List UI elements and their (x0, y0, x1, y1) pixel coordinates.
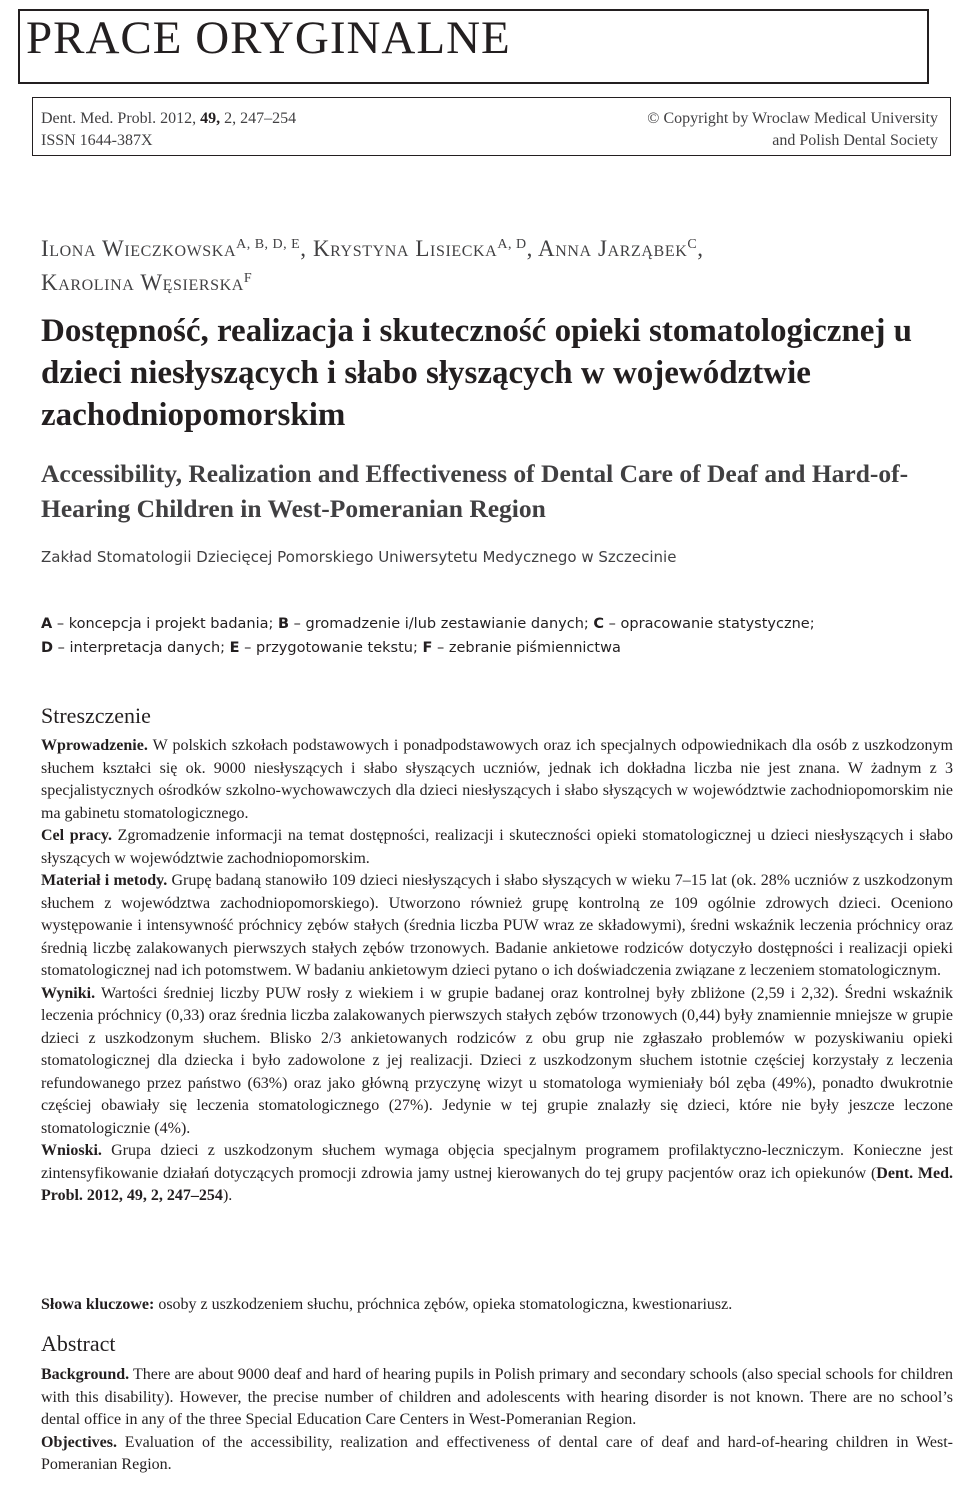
copyright-line-2: and Polish Dental Society (772, 132, 938, 149)
author-affiliation: A, B, D, E (236, 237, 301, 252)
contribution-item: F – zebranie piśmiennictwa (422, 640, 621, 656)
copyright-notice (647, 108, 938, 152)
contribution-key: A (41, 616, 53, 632)
abstract-paragraph (41, 1364, 953, 1432)
author-separator: , (300, 236, 313, 261)
abstract-paragraph (41, 1140, 953, 1208)
contribution-text: interpretacja danych; (69, 640, 226, 656)
author-name: Krystyna Lisiecka (312, 236, 498, 261)
article-title-polish: Dostępność, realizacja i skuteczność opieki stomatologicznej u dzieci niesłyszących i słabo słyszących w województwie zachodniopomorskim (41, 313, 913, 433)
institution: Zakład Stomatologii Dziecięcej Pomorskiego Uniwersytetu Medycznego w Szczecinie (41, 548, 677, 566)
author-affiliation: A, D (497, 237, 527, 252)
journal-year: 2012, (160, 110, 197, 127)
contribution-text: zebranie piśmiennictwa (448, 640, 621, 656)
contribution-key: F (422, 640, 433, 656)
paragraph-text: Grupę badaną stanowiło 109 dzieci niesłyszących i słabo słyszących w wieku 7–15 lat (ok. 28% uczniów z uszkodzonym słuchem z województwa zachodniopomorskiego). Utworzono również grupę kontrolną ze 109 ogólnie zdrowych dzieci. Oceniono występowanie i intensywność próchnicy zębów stałych (średnia liczba PUW wraz ze składowymi), średni wskaźnik leczenia próchnicy oraz średnią liczbę zalakowanych pierwszych stałych zębów trzonowych. Badanie ankietowe rodziców dotyczyło dostępności i realizacji opieki stomatologicznej nad ich potomstwem. W badaniu ankietowym dzieci pytano o ich doświadczenia związane z leczeniem stomatologicznym. (41, 872, 953, 979)
contribution-item: D – interpretacja danych; (41, 640, 226, 656)
abstract-body (41, 1364, 953, 1477)
paragraph-text: Zgromadzenie informacji na temat dostępności, realizacji i skuteczności opieki stomatologicznej u dzieci niesłyszących i słabo słyszących w województwie zachodniopomorskim. (41, 827, 953, 867)
paragraph-label: Background. (41, 1366, 130, 1383)
abstract-paragraph (41, 735, 953, 825)
paragraph-text: W polskich szkołach podstawowych i ponadpodstawowych oraz ich specjalnych odpowiednikach dla osób z uszkodzonym słuchem kształci się ok. 9000 niesłyszących i słabo słyszących uczniów, jednak ich dokładna liczba nie jest znana. W żadnym z 3 specjalistycznych ośrodków szkolno-wychowawczych dla dzieci niesłyszących i słabo słyszących w województwie zachodniopomorskim nie ma gabinetu stomatologicznego. (41, 737, 953, 822)
journal-volume: 49, (200, 110, 221, 127)
copyright-line-1: © Copyright by Wroclaw Medical University (647, 110, 938, 127)
contribution-item: B – gromadzenie i/lub zestawianie danych; (278, 616, 589, 632)
journal-issue-pages: 2, 247–254 (224, 110, 297, 127)
contribution-text: koncepcja i projekt badania; (68, 616, 274, 632)
contribution-key: E (229, 640, 240, 656)
author-name: Ilona Wieczkowska (41, 236, 237, 261)
journal-ref-line (41, 108, 296, 130)
paragraph-label: Cel pracy. (41, 827, 112, 844)
contribution-text: opracowanie statystyczne; (620, 616, 815, 632)
contribution-text: przygotowanie tekstu; (256, 640, 418, 656)
abstract-paragraph (41, 825, 953, 870)
contribution-key: B (278, 616, 290, 632)
streszczenie-body (41, 735, 953, 1208)
contribution-key: C (593, 616, 605, 632)
paragraph-label: Wprowadzenie. (41, 737, 148, 754)
paragraph-text: Grupa dzieci z uszkodzonym słuchem wymaga objęcia specjalnym programem profilaktyczno-leczniczym. Konieczne jest zintensyfikowanie działań dotyczących promocji zdrowia jamy ustnej kierowanych do tej grupy pacjentów oraz ich opiekunów ( (41, 1142, 953, 1182)
contribution-item: A – koncepcja i projekt badania; (41, 616, 274, 632)
author-contributions (41, 612, 941, 660)
paragraph-label: Objectives. (41, 1433, 117, 1451)
paragraph-text: Wartości średniej liczby PUW rosły z wiekiem i w grupie badanej oraz kontrolnej były zbliżone (2,59 i 2,32). Średni wskaźnik leczenia próchnicy (0,33) oraz średnia liczba zalakowanych pierwszych stałych zębów trzonowych (0,44) były znamiennie mniejsze w grupie dzieci z uszkodzonym słuchem. Blisko 2/3 ankietowanych rodziców z obu grup nie zgłaszało problemów w pozyskiwaniu opieki stomatologicznej dla dziecka i było zadowolone z jej realizacji. Dzieci z uszkodzonym słuchem istotnie częściej korzystały z leczenia refundowanego przez państwo (63%) oraz jako główną przyczynę wizyt u stomatologa wymieniały ból zęba (49%), ponadto dwukrotnie częściej obawiały się leczenia stomatologicznego (27%). Jedynie w tej grupie znalazły się dzieci, które nie były jeszcze leczone stomatologicznie (4%). (41, 984, 953, 1137)
abstract-paragraph (41, 1432, 953, 1477)
author-separator: , (697, 236, 704, 261)
contribution-item: E – przygotowanie tekstu; (229, 640, 418, 656)
paragraph-text: Evaluation of the accessibility, realization and effectiveness of dental care of deaf and hard-of-hearing children in West-Pomeranian Region. (41, 1433, 953, 1473)
keywords (41, 1294, 953, 1316)
author-list (41, 230, 941, 298)
section-title: PRACE ORYGINALNE (26, 12, 511, 64)
keywords-label: Słowa kluczowe: (41, 1296, 155, 1313)
abstract-heading: Abstract (41, 1331, 116, 1356)
article-title-english: Accessibility, Realization and Effectiveness of Dental Care of Deaf and Hard-of-Hearing Children in West-Pomeranian Region (41, 459, 909, 523)
keywords-text: osoby z uszkodzeniem słuchu, próchnica zębów, opieka stomatologiczna, kwestionariusz. (154, 1296, 733, 1313)
citation: Dent. Med. Probl. 2012, 49, 2, 247–254 (41, 1164, 954, 1204)
paragraph-label: Materiał i metody. (41, 872, 168, 889)
contribution-text: gromadzenie i/lub zestawianie danych; (305, 616, 589, 632)
streszczenie-heading: Streszczenie (41, 703, 151, 728)
journal-citation (41, 108, 296, 152)
citation-tail: ). (222, 1187, 233, 1204)
author-affiliation: F (243, 271, 253, 286)
paragraph-text: There are about 9000 deaf and hard of hearing pupils in Polish primary and secondary schools (also special schools for children with this disability). However, the precise number of children and adolescents with hearing disorder is not known. There are no school’s dental office in any of the three Special Education Care Centers in West-Pomeranian Region. (41, 1366, 953, 1428)
journal-name: Dent. Med. Probl. (41, 110, 157, 127)
author-separator: , (526, 236, 539, 261)
author-name: Karolina Węsierska (41, 270, 244, 295)
abstract-paragraph (41, 870, 953, 983)
journal-issn: ISSN 1644-387X (41, 132, 153, 149)
author-name: Anna Jarząbek (538, 236, 688, 261)
paragraph-label: Wyniki. (41, 984, 96, 1002)
abstract-paragraph (41, 983, 953, 1141)
contribution-key: D (41, 640, 54, 656)
author-affiliation: C (687, 237, 698, 252)
paragraph-label: Wnioski. (41, 1142, 102, 1159)
contribution-item: C – opracowanie statystyczne; (593, 616, 815, 632)
